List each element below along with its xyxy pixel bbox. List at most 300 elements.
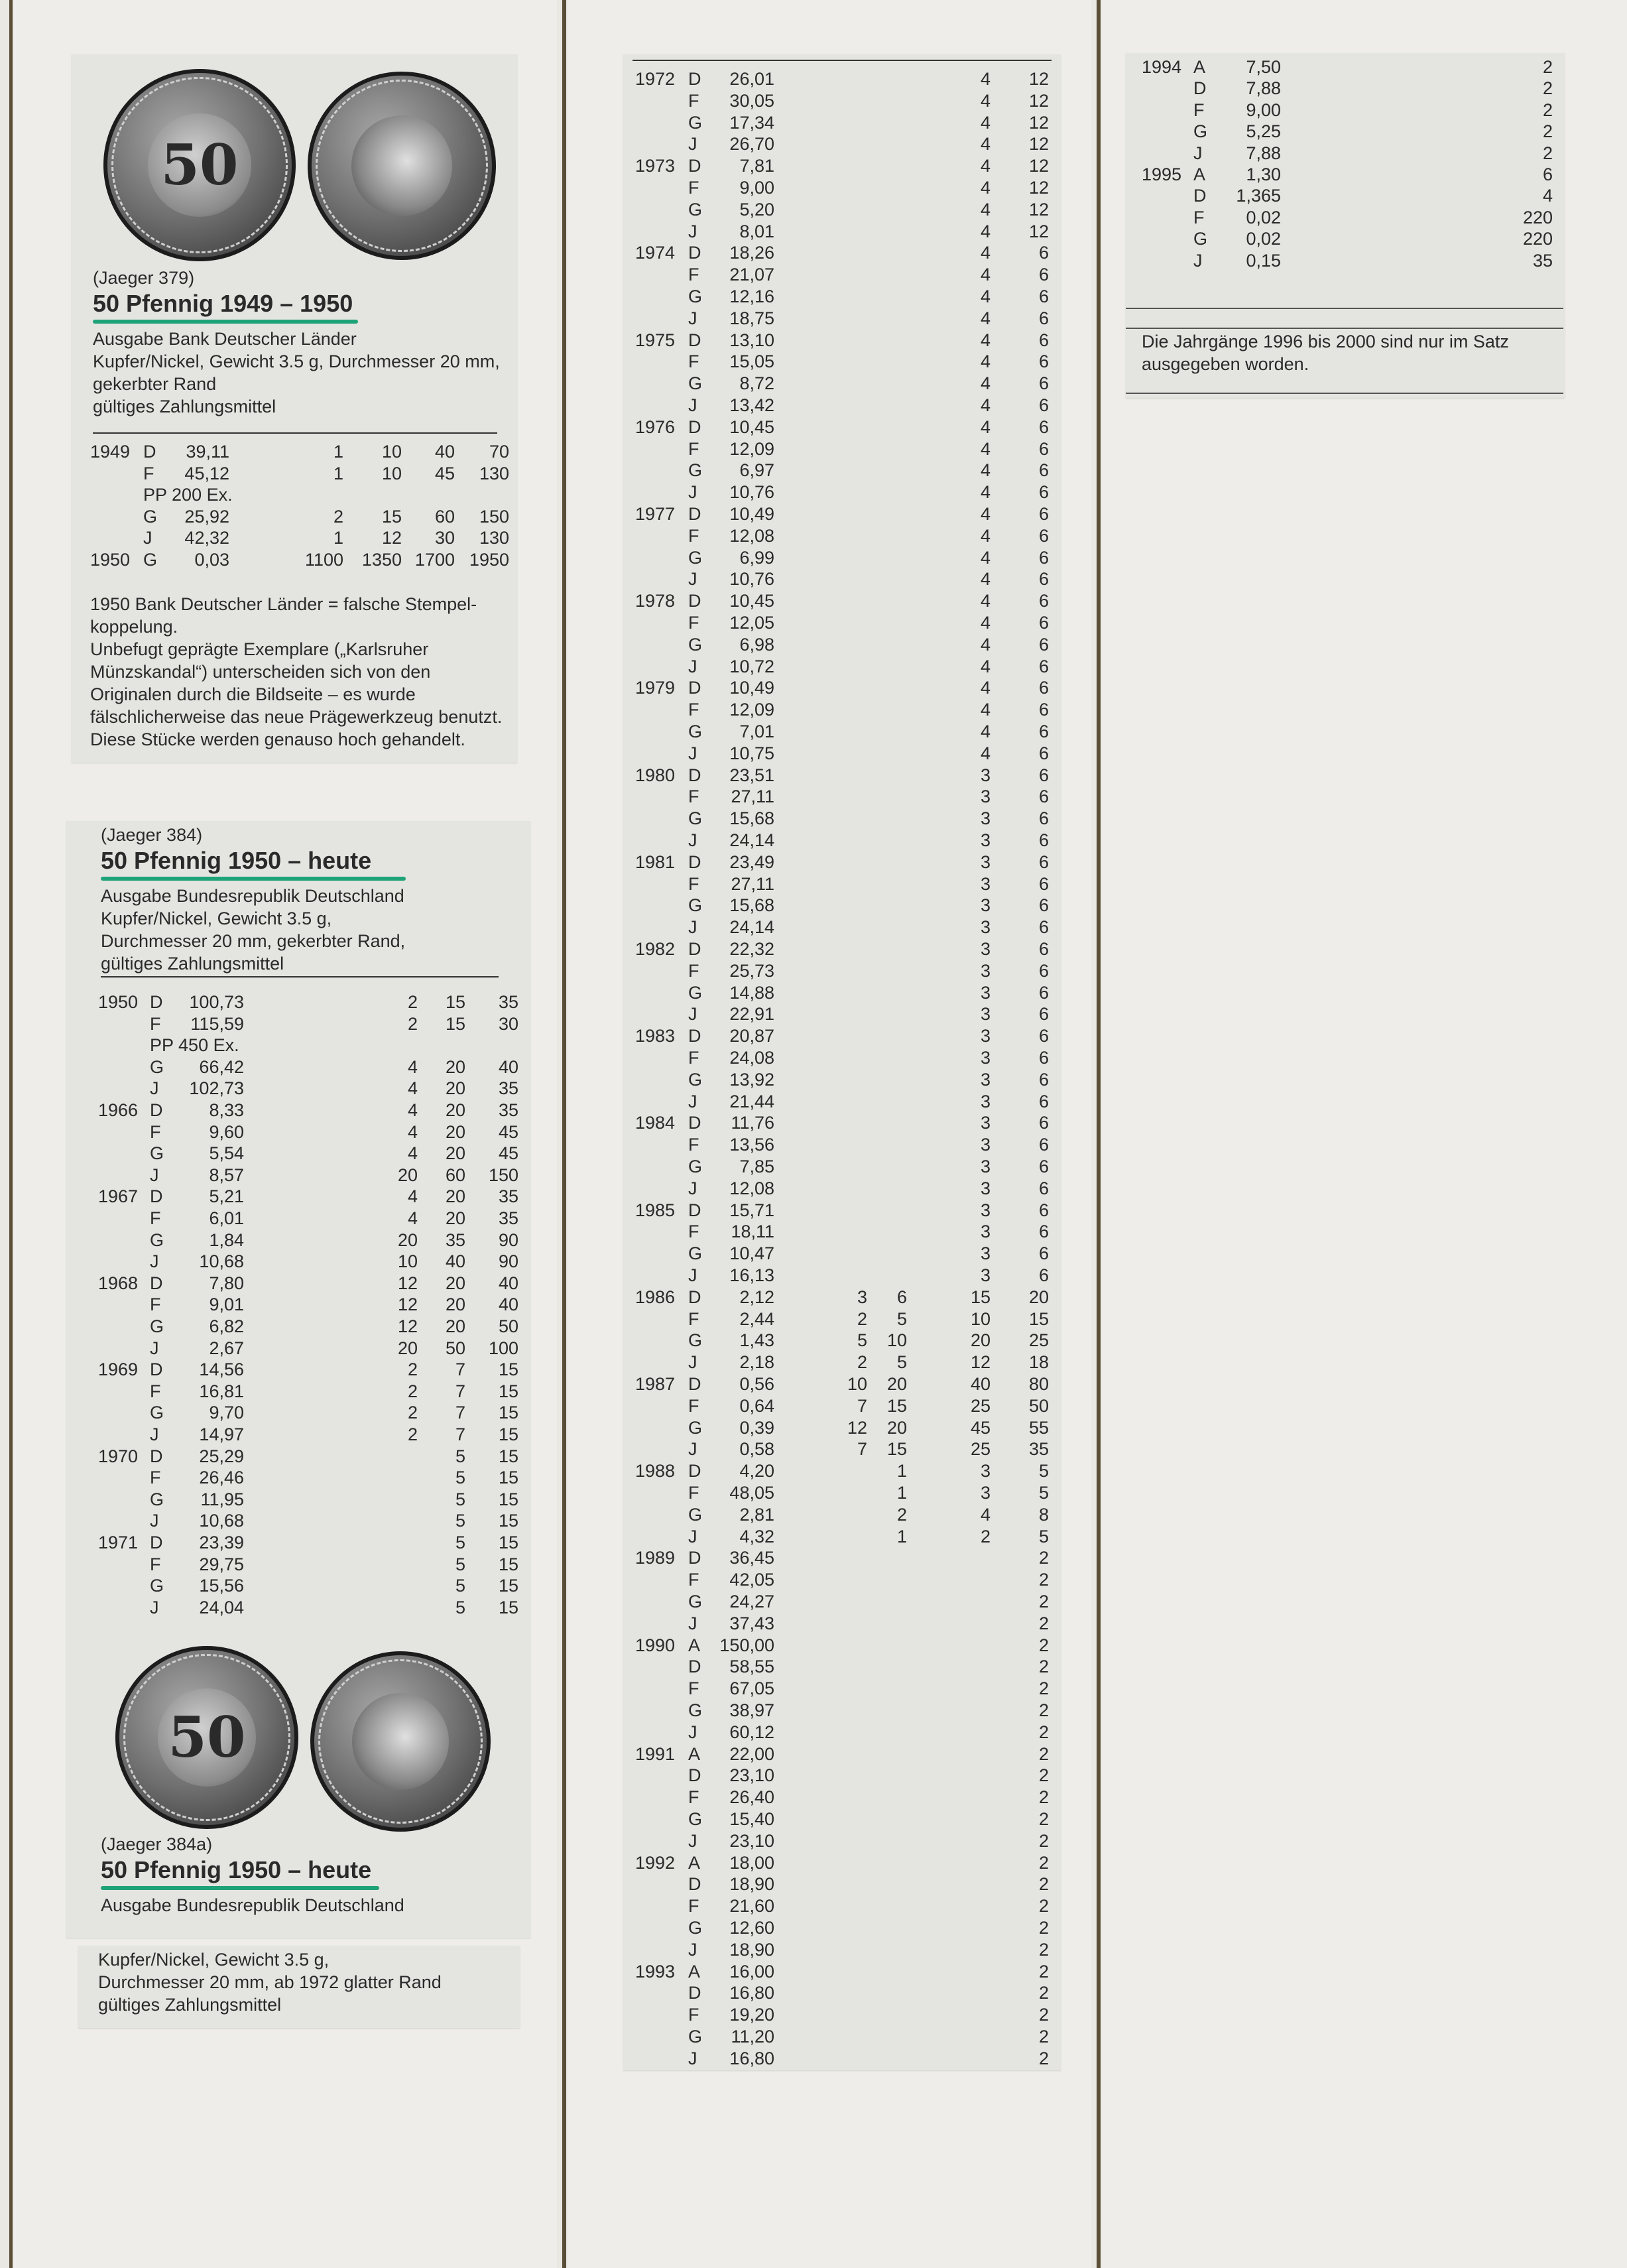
table-row [635,263,1059,286]
table-row [635,785,1059,808]
table-cell: 2 [1038,1961,1049,1982]
table-cell: 1981 [635,851,676,872]
table-cell: 1966 [98,1100,139,1120]
table-cell: 12,16 [729,286,774,306]
table-cell: 1979 [635,678,676,698]
table-cell: 12 [397,1294,418,1315]
table-cell: 25,73 [729,960,774,981]
table-cell: 15,40 [729,1809,774,1829]
table-cell: 100,73 [189,992,244,1012]
table-cell: 20 [445,1294,465,1315]
table-cell: 2 [1038,1896,1049,1917]
table-row [635,742,1059,765]
table-cell: 6,98 [739,634,774,655]
table-cell: 18,26 [729,243,774,263]
table-cell: 0,39 [739,1417,774,1438]
table-cell: 16,80 [729,2048,774,2068]
table-cell: 55 [1028,1417,1049,1438]
table-cell: 9,01 [209,1294,244,1315]
table-cell: G [688,634,703,655]
table-cell: 23,10 [729,1830,774,1851]
table-cell: 0,58 [739,1439,774,1460]
table-cell: 1974 [635,243,676,263]
table-row [90,483,514,506]
table-cell: J [688,1830,697,1851]
table-cell: 12 [1028,90,1049,111]
table-cell: G [688,1809,703,1829]
desc-line: Kupfer/Nickel, Gewicht 3.5 g, Durchmesser 20 mm, [93,351,500,371]
table-cell: D [1193,186,1207,206]
table-cell: F [150,1121,161,1142]
table-cell: 7,80 [209,1273,244,1293]
table-cell: G [688,1700,703,1720]
table-cell: 4 [980,351,991,372]
table-cell: 70 [489,442,509,462]
table-cell: 4 [980,156,991,176]
table-row [635,1090,1059,1113]
table-cell: 2 [1038,1613,1049,1633]
table-cell: A [688,1961,701,1982]
table-cell: 30,05 [729,90,774,111]
table-cell: G [688,460,703,481]
table-cell: D [150,1186,163,1207]
table-row [635,676,1059,699]
table-row [98,1315,522,1338]
table-cell: F [688,960,699,981]
table-cell: 6 [1542,164,1553,184]
table-cell: 2 [1038,1852,1049,1873]
table-row [90,462,514,485]
table-cell: 6 [1038,351,1049,372]
table-cell: 15 [445,1013,465,1034]
table-cell: J [150,1511,159,1531]
table-cell: 2 [407,1013,418,1034]
table-cell: F [1193,99,1205,120]
table-cell: J [150,1078,159,1099]
table-cell: 1978 [635,591,676,611]
table-cell: 20 [397,1229,418,1250]
table-row [635,720,1059,743]
table-cell: 2 [1038,1939,1049,1960]
table-cell: 3 [980,873,991,894]
table-cell: 4 [980,613,991,633]
table-cell: 1993 [635,1961,676,1982]
table-row [98,1056,522,1078]
table-cell: F [688,787,699,807]
table-cell: 2,44 [739,1308,774,1329]
table-row [635,1873,1059,1895]
table-cell: 15 [498,1381,518,1401]
table-row [98,1099,522,1121]
footnote-line: Die Jahrgänge 1996 bis 2000 sind nur im Satz [1142,332,1509,351]
table-cell: 6 [1038,873,1049,894]
table-cell: 4 [980,330,991,350]
table-cell: 2 [980,1526,991,1546]
table-cell: 10 [847,1374,867,1394]
table-cell: F [143,463,154,483]
table-cell: 2 [857,1352,867,1373]
table-cell: 115,59 [190,1013,244,1034]
table-cell: 20 [397,1165,418,1185]
table-row [635,873,1059,895]
table-cell: D [688,156,701,176]
table-cell: 4 [407,1056,418,1077]
table-cell: G [688,1417,703,1438]
table-cell: D [150,1100,163,1120]
table-row [1142,184,1553,207]
table-cell: 25 [970,1395,991,1416]
table-cell: D [688,765,701,785]
table-row [635,611,1059,634]
table-row [635,2047,1059,2070]
table-cell: D [688,330,701,350]
table-cell: 12 [1028,156,1049,176]
table-cell: 7,85 [739,1157,774,1176]
table-cell: 0,03 [194,549,229,570]
table-cell: D [688,1983,701,2003]
table-row [635,350,1059,373]
table-cell: 42,05 [729,1570,774,1590]
table-cell: 5 [1038,1461,1049,1481]
table-row [635,655,1059,678]
table-cell: 15,68 [729,895,774,916]
table-cell: 6 [1038,504,1049,524]
table-cell: F [688,1896,699,1917]
table-cell: 6 [1038,286,1049,306]
table-cell: 7,88 [1246,143,1281,163]
table-cell: D [688,678,701,698]
table-cell: 1 [333,528,343,548]
table-cell: 10,49 [729,678,774,698]
table-cell: 3 [980,1048,991,1068]
table-cell: 5,21 [209,1186,244,1207]
table-cell: 1990 [635,1635,676,1655]
table-row [635,938,1059,960]
table-cell: 15,56 [199,1576,244,1596]
table-cell: 6 [1038,1222,1049,1242]
coin-reverse-image [308,72,496,260]
table-cell: J [150,1165,159,1185]
table-cell: 8,72 [739,373,774,394]
table-cell: 2 [1038,1700,1049,1720]
table-cell: 10,45 [729,416,774,437]
coin-value-text: 50 [160,132,239,198]
table-row [635,851,1059,873]
table-cell: 2 [1542,99,1553,120]
table-cell: 3 [980,1178,991,1198]
table-cell: 9,00 [1246,99,1281,120]
table-cell: J [688,569,697,590]
table-cell: 150 [488,1165,518,1185]
table-cell: 35 [498,1078,518,1099]
table-cell: 10 [381,442,402,462]
table-cell: 4 [407,1143,418,1164]
table-rule [1126,308,1563,309]
table-cell: 6 [1038,547,1049,568]
table-row [1142,249,1553,272]
table-cell: 3 [980,808,991,829]
desc-line: Ausgabe Bundesrepublik Deutschland [101,886,404,906]
table-cell: J [688,1613,697,1633]
table-cell: 13,10 [729,330,774,350]
table-row [98,1121,522,1143]
table-row [98,1466,522,1489]
table-cell: 6 [1038,1113,1049,1133]
table-cell: 15 [498,1489,518,1509]
table-cell: J [150,1338,159,1358]
table-cell: 15 [886,1439,907,1460]
table-cell: 12,05 [729,613,774,633]
table-cell: 36,45 [729,1548,774,1568]
table-cell: F [688,351,699,372]
table-cell: 2 [896,1504,907,1525]
table-row [635,2003,1059,2026]
table-cell: 35 [445,1229,465,1250]
table-cell: D [150,1533,163,1552]
table-row [98,1596,522,1619]
table-cell: 2 [407,1424,418,1444]
table-cell: 18 [1028,1352,1049,1373]
table-row [635,133,1059,155]
table-cell: J [688,830,697,850]
table-cell: 35 [498,1208,518,1228]
table-cell: 40 [445,1251,465,1272]
table-row [98,1337,522,1359]
table-cell: 6 [1038,1135,1049,1155]
table-cell: 2 [407,1381,418,1401]
table-cell: G [688,722,703,741]
table-cell: D [688,504,701,524]
table-cell: 6 [1038,613,1049,633]
table-cell: 6 [1038,722,1049,741]
table-cell: G [688,547,703,568]
table-row [635,1155,1059,1178]
table-cell: F [688,1483,699,1503]
table-cell: 1994 [1142,57,1182,77]
table-cell: 1983 [635,1026,676,1046]
table-row [635,1960,1059,1983]
table-cell: 8,33 [209,1100,244,1120]
table-row [635,503,1059,525]
table-row [635,1460,1059,1482]
title-underline [101,1886,379,1890]
title-underline [101,877,406,881]
table-cell: 15 [498,1597,518,1617]
table-cell: G [150,1143,164,1164]
coin-value-text: 50 [168,1704,246,1771]
table-cell: D [688,591,701,611]
table-cell: J [143,528,152,548]
table-cell: G [688,1069,703,1090]
table-cell: F [688,1135,699,1155]
table-cell: 1950 [90,549,131,570]
table-cell: 60 [445,1165,465,1185]
table-cell: 15 [498,1468,518,1488]
table-cell: 20 [445,1186,465,1207]
table-cell: 1995 [1142,164,1182,184]
table-cell: 2 [1038,1678,1049,1699]
table-cell: 8,01 [739,221,774,241]
table-cell: 20 [886,1417,907,1438]
table-row [635,1481,1059,1504]
table-cell: J [688,1722,697,1742]
divider-middle [562,0,566,2268]
table-cell: 1985 [635,1200,676,1220]
table-row [635,1025,1059,1047]
table-row [635,546,1059,569]
table-cell: 18,90 [729,1939,774,1960]
table-cell: 3 [980,895,991,916]
table-row [635,764,1059,787]
table-row [635,394,1059,416]
table-cell: 2,81 [739,1504,774,1525]
table-cell: 3 [980,1026,991,1046]
table-cell: 4 [980,265,991,285]
table-cell: 4 [407,1186,418,1207]
table-row [635,1568,1059,1591]
table-cell: F [688,90,699,111]
clipping-mintage-1994-1995 [1126,53,1565,398]
table-row [98,1358,522,1381]
table-cell: G [688,373,703,394]
table-cell: G [688,1504,703,1525]
table-cell: 4,32 [739,1526,774,1546]
table-cell: J [688,221,697,241]
table-cell: 40 [970,1374,991,1394]
table-cell: 24,08 [729,1048,774,1068]
table-cell: 1987 [635,1374,676,1394]
table-row [1142,227,1553,250]
table-cell: 3 [980,1004,991,1025]
table-cell: 16,00 [729,1961,774,1982]
table-cell: 1973 [635,156,676,176]
table-cell: G [150,1316,164,1336]
table-row [98,1229,522,1251]
table-row [635,90,1059,112]
table-cell: 1972 [635,69,676,89]
table-cell: 11,95 [200,1489,244,1509]
table-cell: 12 [381,528,402,548]
table-row [635,1242,1059,1265]
jaeger-number: (Jaeger 384a) [101,1834,213,1854]
table-cell: A [688,1852,701,1873]
table-cell: 0,02 [1246,207,1281,227]
table-row [98,1401,522,1424]
table-cell: 3 [980,787,991,807]
table-cell: 4 [980,525,991,546]
table-row [635,807,1059,830]
table-row [98,1293,522,1316]
table-cell: 6 [1038,634,1049,655]
table-cell: 15,68 [729,808,774,829]
table-cell: 4 [980,395,991,415]
table-cell: 45 [498,1121,518,1142]
table-cell: 7 [455,1381,465,1401]
table-cell: 2 [1542,78,1553,99]
table-cell: D [688,1874,701,1895]
table-cell: 15,71 [729,1200,774,1220]
table-row [90,548,514,571]
table-cell: 4 [980,1504,991,1525]
table-row [635,1111,1059,1134]
table-cell: 12 [1028,221,1049,241]
table-cell: D [143,442,156,462]
table-row [635,1003,1059,1025]
table-cell: 21,07 [729,265,774,285]
table-cell: A [1193,164,1206,184]
table-cell: 5,20 [739,199,774,220]
table-row [1142,142,1553,164]
table-cell: 8,57 [209,1165,244,1185]
table-cell: 10 [381,463,402,483]
table-cell: 45 [434,463,455,483]
table-cell: 35 [1028,1439,1049,1460]
table-cell: 45 [498,1143,518,1164]
table-cell: D [150,1446,163,1466]
table-cell: G [688,1918,703,1938]
table-cell: G [688,1330,703,1351]
table-cell: 40 [498,1273,518,1293]
table-cell: 0,56 [739,1374,774,1394]
table-cell: 90 [498,1251,518,1272]
table-row [635,1764,1059,1787]
table-row [98,1142,522,1165]
table-cell: J [688,743,697,763]
table-cell: 1,84 [209,1229,244,1250]
table-cell: 6 [1038,525,1049,546]
table-cell: J [150,1251,159,1272]
table-row [635,1917,1059,1939]
desc-line: Kupfer/Nickel, Gewicht 3.5 g, [98,1950,330,1970]
table-row [635,220,1059,243]
desc-line: Durchmesser 20 mm, ab 1972 glatter Rand [98,1972,442,1992]
table-cell: 2 [1038,1918,1049,1938]
table-cell: PP 450 Ex. [150,1035,239,1056]
table-cell: 3 [980,982,991,1003]
table-cell: G [688,286,703,306]
table-cell: 6 [1038,460,1049,481]
table-cell: 3 [980,917,991,938]
table-cell: 4 [980,460,991,481]
table-cell: 21,60 [729,1896,774,1917]
table-cell: 12 [397,1316,418,1336]
table-row [635,1982,1059,2004]
table-row [98,1423,522,1446]
table-cell: 3 [980,1483,991,1503]
table-cell: F [688,873,699,894]
table-cell: J [150,1597,159,1617]
table-cell: 6 [1038,678,1049,698]
desc-line: gültiges Zahlungsmittel [101,954,284,974]
table-cell: F [688,1678,699,1699]
table-cell: 6 [1038,917,1049,938]
table-cell: 20 [445,1100,465,1120]
table-cell: 10 [970,1308,991,1329]
table-cell: 130 [479,463,509,483]
table-cell: F [150,1013,161,1034]
table-row [635,1395,1059,1417]
table-cell: 3 [980,1069,991,1090]
table-cell: 2 [1038,1635,1049,1655]
table-cell: 15 [498,1576,518,1596]
table-row [98,991,522,1013]
table-cell: 6,82 [209,1316,244,1336]
table-cell: 2 [1038,1657,1049,1677]
table-cell: 1100 [304,549,343,570]
table-cell: D [150,992,163,1012]
table-cell: 6 [1038,787,1049,807]
table-cell: 26,70 [729,134,774,155]
